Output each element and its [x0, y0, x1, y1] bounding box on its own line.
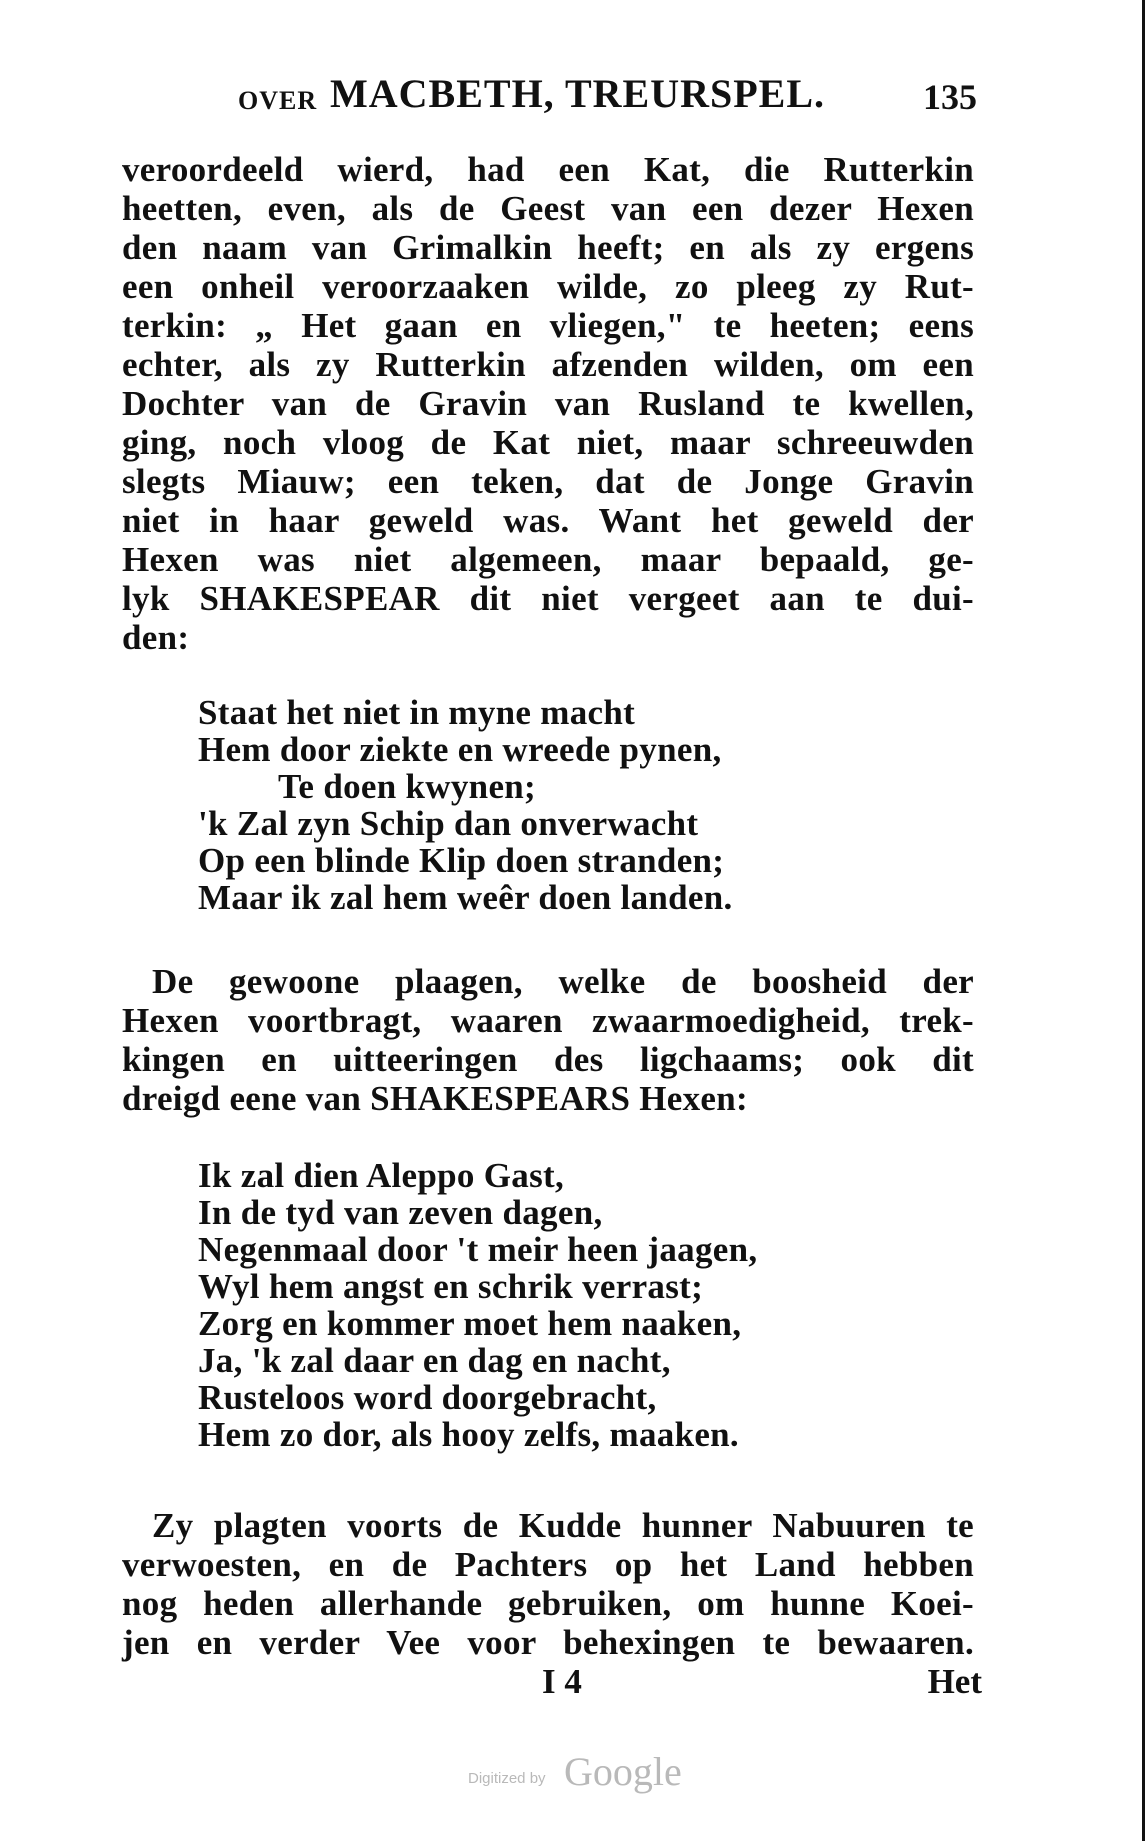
verse-2	[198, 1157, 918, 1453]
text-line: den naam van Grimalkin heeft; en als zy ergens	[122, 228, 974, 267]
paragraph-1	[122, 150, 974, 657]
verse-line: Negenmaal door 't meir heen jaagen,	[198, 1230, 758, 1269]
text-line: verwoesten, en de Pachters op het Land hebben	[122, 1545, 974, 1584]
digitized-watermark	[468, 1748, 698, 1796]
text-line: echter, als zy Rutterkin afzenden wilden, om een	[122, 345, 974, 384]
catchword: Het	[927, 1662, 982, 1701]
verse-line: Ja, 'k zal daar en dag en nacht,	[198, 1341, 671, 1380]
text-line: lyk SHAKESPEAR dit niet vergeet aan te dui-	[122, 579, 974, 618]
paragraph-3	[122, 1506, 974, 1662]
verse-line: 'k Zal zyn Schip dan onverwacht	[198, 804, 699, 843]
verse-line: Ik zal dien Aleppo Gast,	[198, 1156, 565, 1195]
text-line: Hexen was niet algemeen, maar bepaald, ge-	[122, 540, 974, 579]
verse-line: Zorg en kommer moet hem naaken,	[198, 1304, 742, 1343]
text-line: nog heden allerhande gebruiken, om hunne Koei-	[122, 1584, 974, 1623]
verse-line: Op een blinde Klip doen stranden;	[198, 841, 725, 880]
text-line: De gewoone plaagen, welke de boosheid der	[152, 962, 974, 1001]
signature-mark: I 4	[542, 1662, 582, 1701]
running-head	[122, 70, 977, 118]
paragraph-2	[122, 962, 974, 1118]
watermark-prefix: Digitized by	[468, 1770, 546, 1787]
text-line: heetten, even, als de Geest van een dezer Hexen	[122, 189, 974, 228]
verse-line: Staat het niet in myne macht	[198, 693, 636, 732]
text-line: terkin: „ Het gaan en vliegen," te heeten; eens	[122, 306, 974, 345]
page-footer	[122, 1662, 982, 1708]
text-line: den:	[122, 618, 190, 657]
text-line: veroordeeld wierd, had een Kat, die Rutterkin	[122, 150, 974, 189]
verse-1	[198, 694, 918, 916]
text-line: Hexen voortbragt, waaren zwaarmoedigheid, trek-	[122, 1001, 974, 1040]
text-line: slegts Miauw; een teken, dat de Jonge Gravin	[122, 462, 974, 501]
verse-line: Maar ik zal hem weêr doen landen.	[198, 878, 733, 917]
google-logo: Google	[564, 1749, 682, 1794]
text-line: jen en verder Vee voor behexingen te bewaaren.	[122, 1623, 974, 1662]
verse-line: Hem zo dor, als hooy zelfs, maaken.	[198, 1415, 739, 1454]
text-line: Dochter van de Gravin van Rusland te kwellen,	[122, 384, 974, 423]
verse-line: Rusteloos word doorgebracht,	[198, 1378, 657, 1417]
text-line: ging, noch vloog de Kat niet, maar schreeuwden	[122, 423, 974, 462]
verse-line: Wyl hem angst en schrik verrast;	[198, 1267, 704, 1306]
verse-line: Te doen kwynen;	[278, 767, 536, 806]
verse-line: Hem door ziekte en wreede pynen,	[198, 730, 722, 769]
verse-line: In de tyd van zeven dagen,	[198, 1193, 603, 1232]
text-line: kingen en uitteeringen des ligchaams; ook dit	[122, 1040, 974, 1079]
text-line: niet in haar geweld was. Want het geweld der	[122, 501, 974, 540]
text-line: een onheil veroorzaaken wilde, zo pleeg zy Rut-	[122, 267, 974, 306]
text-line: dreigd eene van SHAKESPEARS Hexen:	[122, 1079, 748, 1118]
text-line: Zy plagten voorts de Kudde hunner Nabuuren te	[152, 1506, 974, 1545]
page-number: 135	[923, 77, 977, 117]
running-head-over: OVER	[238, 86, 318, 115]
running-head-title: MACBETH, TREURSPEL.	[330, 71, 826, 116]
